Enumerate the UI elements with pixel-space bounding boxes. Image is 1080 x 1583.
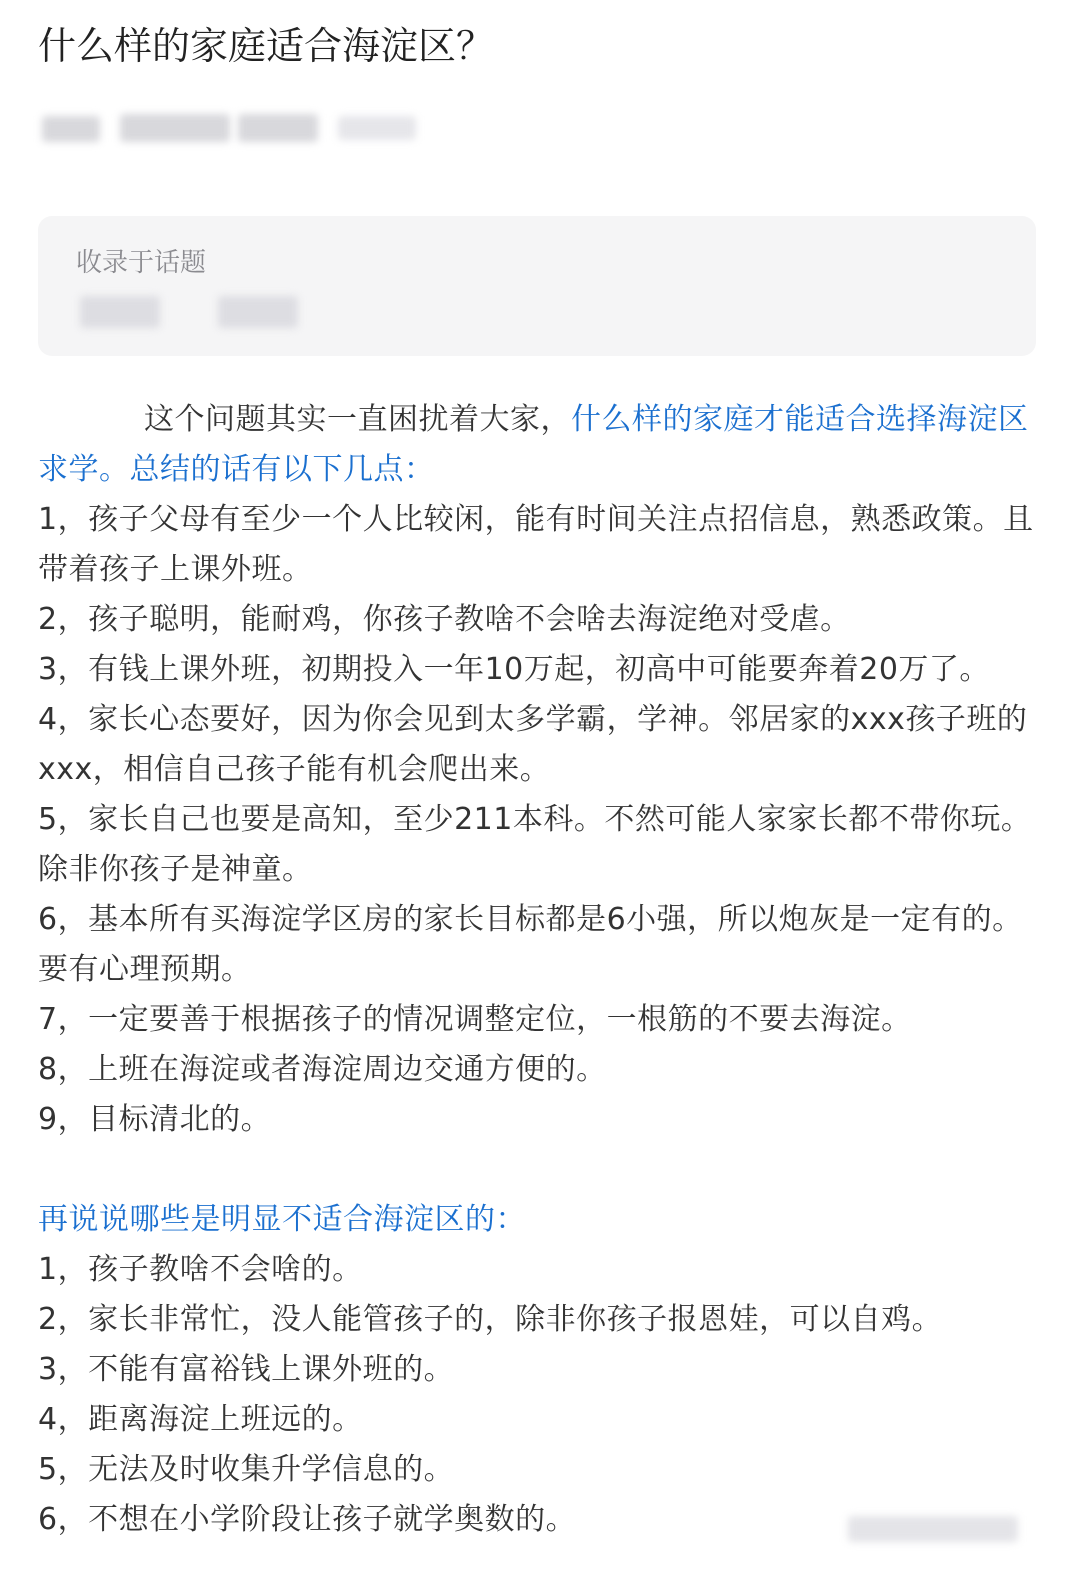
list-item: 1，孩子父母有至少一个人比较闲，能有时间关注点招信息，熟悉政策。且带着孩子上课外班。 [38, 502, 1034, 587]
suitable-list [38, 495, 1038, 1145]
list-item: 2，家长非常忙，没人能管孩子的，除非你孩子报恩娃，可以自鸡。 [38, 1302, 943, 1337]
intro-text: 这个问题其实一直困扰着大家， [144, 402, 571, 437]
list-item: 8，上班在海淀或者海淀周边交通方便的。 [38, 1052, 607, 1087]
list-item: 9，目标清北的。 [38, 1102, 272, 1137]
blurred-topic-tag-2[interactable] [218, 296, 298, 328]
blurred-avatar [42, 116, 100, 142]
list-item: 2，孩子聪明，能耐鸡，你孩子教啥不会啥去海淀绝对受虐。 [38, 602, 851, 637]
list-item: 5，无法及时收集升学信息的。 [38, 1452, 455, 1487]
watermark-blur [848, 1516, 1018, 1542]
blurred-watermark [848, 1508, 1028, 1552]
blurred-author-name [120, 114, 230, 142]
intro-paragraph [38, 395, 1038, 495]
blurred-topic-tag-1[interactable] [80, 296, 160, 328]
list-item: 6，基本所有买海淀学区房的家长目标都是6小强，所以炮灰是一定有的。要有心理预期。 [38, 902, 1023, 987]
list-item: 4，家长心态要好，因为你会见到太多学霸，学神。邻居家的xxx孩子班的xxx，相信自己孩子能有机会爬出来。 [38, 702, 1028, 787]
unsuitable-heading: 再说说哪些是明显不适合海淀区的： [38, 1202, 526, 1237]
topic-card-label: 收录于话题 [76, 248, 207, 278]
intro-highlight: 什么样的家庭才能适合选择海淀区求学。总结的话有以下几点： [38, 402, 1029, 487]
unsuitable-list [38, 1245, 1038, 1545]
list-item: 3，不能有富裕钱上课外班的。 [38, 1352, 455, 1387]
blurred-follow-info [338, 116, 416, 140]
question-title: 什么样的家庭适合海淀区？ [38, 24, 495, 68]
list-item: 6，不想在小学阶段让孩子就学奥数的。 [38, 1502, 577, 1537]
topic-card[interactable] [38, 216, 1036, 356]
list-item: 4，距离海淀上班远的。 [38, 1402, 363, 1437]
blurred-author-info [238, 114, 318, 142]
list-item: 3，有钱上课外班，初期投入一年10万起，初高中可能要奔着20万了。 [38, 652, 990, 687]
list-item: 1，孩子教啥不会啥的。 [38, 1252, 363, 1287]
section-spacer [38, 1145, 1038, 1195]
list-item: 7，一定要善于根据孩子的情况调整定位，一根筋的不要去海淀。 [38, 1002, 912, 1037]
author-meta-blurred [38, 106, 438, 146]
list-item: 5，家长自己也要是高知，至少211本科。不然可能人家家长都不带你玩。除非你孩子是神童。 [38, 802, 1032, 887]
article-content [38, 395, 1038, 1545]
